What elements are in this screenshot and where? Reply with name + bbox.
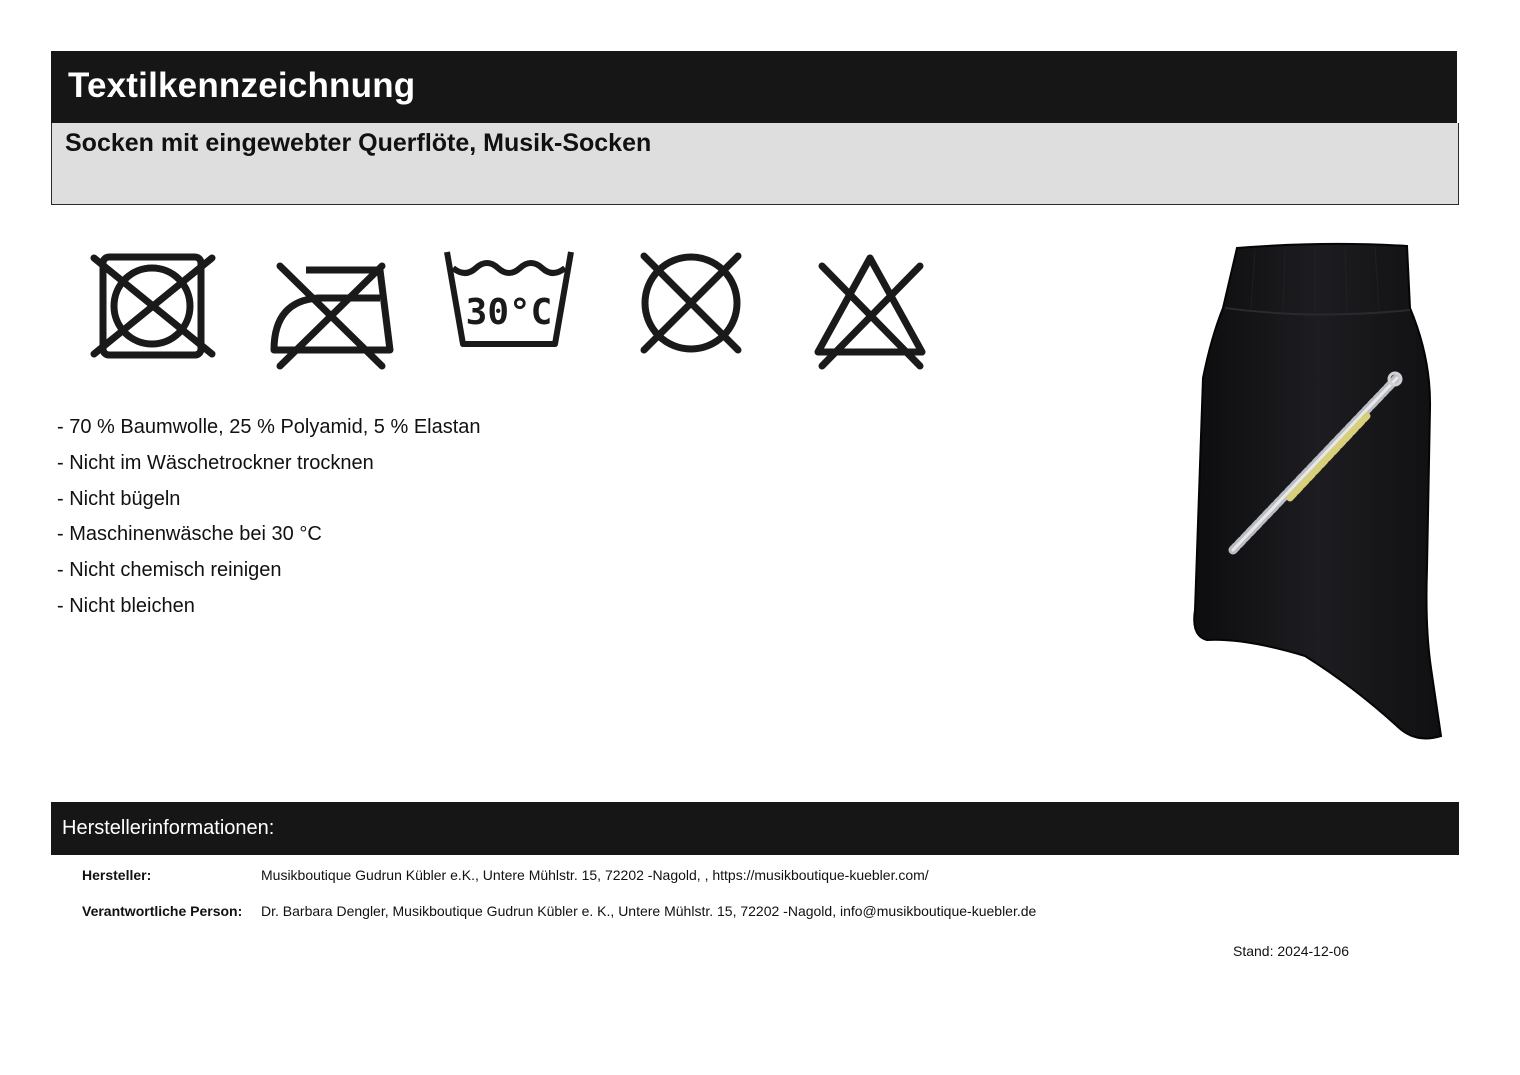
care-instruction: - Nicht bleichen — [57, 594, 195, 617]
page-title: Textilkennzeichnung — [68, 66, 416, 105]
wash-temperature-label: 30°C — [465, 292, 553, 333]
maker-label: Hersteller: — [82, 867, 152, 883]
responsible-person-label: Verantwortliche Person: — [82, 903, 243, 919]
product-name: Socken mit eingewebter Querflöte, Musik-Socken — [65, 129, 652, 157]
care-instruction: - Maschinenwäsche bei 30 °C — [57, 523, 322, 546]
care-instruction: - 70 % Baumwolle, 25 % Polyamid, 5 % Elastan — [57, 416, 481, 438]
product-header — [51, 123, 1459, 205]
no-tumble-dry-icon — [88, 250, 218, 360]
document-date: Stand: 2024-12-06 — [1233, 943, 1349, 959]
care-instruction: - Nicht im Wäschetrockner trocknen — [57, 451, 374, 474]
care-instruction: - Nicht chemisch reinigen — [57, 559, 282, 582]
responsible-person-value: Dr. Barbara Dengler, Musikboutique Gudrun Kübler e. K., Untere Mühlstr. 15, 72202 -Nagold, info@musikboutique-kuebler.de — [261, 903, 1037, 919]
care-instruction: - Nicht bügeln — [57, 487, 181, 510]
title-bar — [51, 51, 1457, 123]
manufacturer-section-title: Herstellerinformationen: — [62, 817, 275, 839]
no-ironing-icon — [268, 258, 398, 373]
wash-30-icon — [443, 248, 578, 350]
maker-value: Musikboutique Gudrun Kübler e.K., Untere Mühlstr. 15, 72202 -Nagold, , https://musikboutique-kuebler.com/ — [261, 867, 929, 883]
care-instructions-list — [57, 410, 481, 625]
manufacturer-header — [51, 802, 1459, 855]
no-dry-cleaning-icon — [636, 250, 746, 360]
sock-with-flute-icon — [1185, 238, 1455, 748]
no-bleach-icon — [812, 250, 930, 370]
